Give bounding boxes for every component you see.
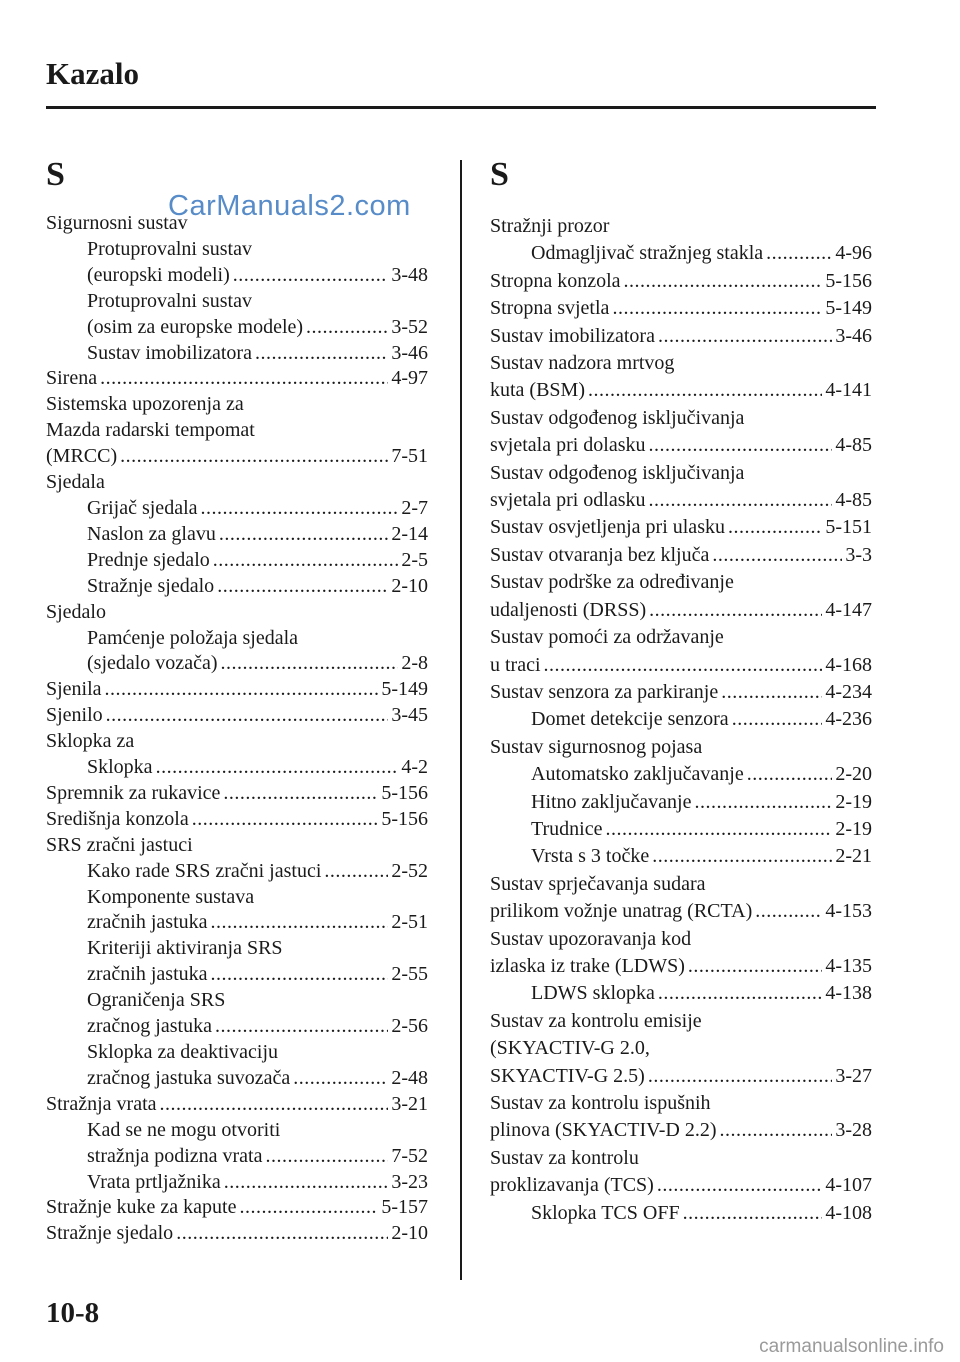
index-entry: [490, 350, 872, 377]
index-entry: [490, 734, 872, 761]
index-entry: [490, 843, 872, 870]
entry-page-ref: 4-108: [825, 1201, 872, 1224]
index-entry: [490, 652, 872, 679]
entry-page-ref: 4-153: [825, 900, 872, 923]
dot-leader: [766, 240, 832, 267]
entry-page-ref: 2-14: [391, 522, 428, 545]
entry-label: Spremnik za rukavice: [46, 781, 221, 804]
entry-page-ref: 7-51: [391, 445, 428, 468]
dot-leader: [120, 444, 388, 470]
entry-page-ref: 5-156: [825, 269, 872, 292]
index-entry: [490, 953, 872, 980]
dot-leader: [612, 295, 822, 322]
dot-leader: [624, 268, 823, 295]
index-entry: [46, 1040, 428, 1066]
index-entry: [46, 755, 428, 781]
dot-leader: [106, 703, 389, 729]
dot-leader: [100, 366, 388, 392]
entry-label: Sjenila: [46, 678, 102, 701]
page-title: Kazalo: [46, 56, 139, 91]
entry-label: SRS zračni jastuci: [46, 833, 193, 856]
dot-leader: [324, 859, 388, 885]
dot-leader: [719, 1117, 832, 1144]
index-entry: [46, 936, 428, 962]
entry-label: Sustav nadzora mrtvog: [490, 352, 675, 375]
dot-leader: [657, 1172, 822, 1199]
entry-label: Domet detekcije senzora: [531, 708, 729, 731]
dot-leader: [544, 652, 823, 679]
index-entry: [46, 703, 428, 729]
entry-label: Naslon za glavu: [87, 522, 216, 545]
entry-label: zračnog jastuka suvozača: [87, 1066, 291, 1089]
column-divider: [460, 160, 462, 1280]
dot-leader: [658, 323, 832, 350]
entry-page-ref: 3-48: [391, 263, 428, 286]
entry-page-ref: 2-20: [835, 763, 872, 786]
dot-leader: [220, 651, 398, 677]
entry-label: Sustav za kontrolu ispušnih: [490, 1092, 711, 1114]
dot-leader: [695, 789, 833, 816]
entry-label: Sirena: [46, 367, 98, 390]
entry-label: SKYACTIV-G 2.5): [490, 1064, 645, 1087]
dot-leader: [732, 706, 823, 733]
dot-leader: [648, 1063, 833, 1090]
entry-page-ref: 3-52: [391, 315, 428, 338]
entry-label: Komponente sustava: [87, 885, 255, 908]
dot-leader: [747, 761, 833, 788]
index-entry: [46, 1092, 428, 1118]
index-entry: [490, 405, 872, 432]
index-entry: [490, 789, 872, 816]
dot-leader: [293, 1066, 388, 1092]
entry-label: Stražnja vrata: [46, 1092, 157, 1115]
dot-leader: [712, 542, 842, 569]
entry-page-ref: 2-19: [835, 817, 872, 840]
entry-label: svjetala pri dolasku: [490, 434, 646, 457]
index-entry: [490, 1090, 872, 1117]
dot-leader: [652, 843, 832, 870]
dot-leader: [156, 755, 399, 781]
entry-page-ref: 2-10: [391, 1222, 428, 1245]
entry-label: Sustav odgođenog isključivanja: [490, 406, 745, 429]
entry-page-ref: 2-55: [391, 963, 428, 986]
index-entry: [46, 1066, 428, 1092]
index-entry: [46, 496, 428, 522]
index-entry: [46, 211, 428, 237]
index-column-left: [46, 155, 428, 1247]
entry-label: Sustav upozoravanja kod: [490, 927, 692, 950]
dot-leader: [219, 522, 388, 548]
footer-watermark: carmanualsonline.info: [759, 1336, 944, 1357]
index-entry: [490, 1063, 872, 1090]
index-entry: [46, 1195, 428, 1221]
entry-label: Mazda radarski tempomat: [46, 419, 255, 442]
index-entry: [490, 542, 872, 569]
index-entry: [490, 679, 872, 706]
entry-page-ref: 4-236: [825, 708, 872, 731]
index-entry: [490, 1172, 872, 1199]
index-entry: [46, 651, 428, 677]
entry-label: zračnih jastuka: [87, 963, 208, 986]
entry-label: (SKYACTIV-G 2.0,: [490, 1037, 650, 1060]
index-entry: [490, 569, 872, 596]
index-entry: [490, 240, 872, 267]
entry-page-ref: 4-234: [825, 680, 872, 703]
entry-label: Sjedala: [46, 471, 105, 494]
entry-label: Kad se ne mogu otvoriti: [87, 1118, 281, 1141]
index-entry: [46, 1118, 428, 1144]
index-entry: [490, 624, 872, 651]
index-entry: [490, 460, 872, 487]
index-entry: [490, 377, 872, 404]
index-entry: [46, 341, 428, 367]
index-entry: [46, 1221, 428, 1247]
index-entry: [490, 980, 872, 1007]
entry-page-ref: 4-135: [825, 954, 872, 977]
entry-label: Sistemska upozorenja za: [46, 393, 244, 416]
index-entry: [46, 392, 428, 418]
entry-page-ref: 4-85: [835, 489, 872, 512]
dot-leader: [239, 1195, 378, 1221]
entry-label: Stražnje sjedalo: [46, 1222, 174, 1245]
dot-leader: [755, 898, 822, 925]
index-entry: [490, 597, 872, 624]
entry-page-ref: 4-138: [825, 982, 872, 1005]
index-entry: [46, 1170, 428, 1196]
entry-page-ref: 2-7: [401, 496, 428, 519]
dot-leader: [649, 597, 822, 624]
index-entry: [46, 574, 428, 600]
dot-leader: [105, 677, 379, 703]
entry-page-ref: 2-19: [835, 790, 872, 813]
entry-label: Vrata prtljažnika: [87, 1170, 221, 1193]
dot-leader: [223, 781, 378, 807]
index-entry: [46, 833, 428, 859]
index-entry: [46, 885, 428, 911]
entry-page-ref: 3-28: [835, 1119, 872, 1142]
entry-label: Sklopka za deaktivaciju: [87, 1041, 279, 1063]
index-entry: [490, 323, 872, 350]
dot-leader: [265, 1144, 388, 1170]
entry-label: (osim za europske modele): [87, 315, 304, 338]
entry-page-ref: 5-156: [381, 781, 428, 804]
entry-page-ref: 2-8: [401, 652, 428, 675]
dot-leader: [160, 1092, 389, 1118]
index-entry: [46, 548, 428, 574]
entry-label: (MRCC): [46, 445, 118, 468]
page-number: 10-8: [46, 1297, 100, 1329]
index-entry: [490, 1035, 872, 1062]
index-entry: [490, 761, 872, 788]
entry-page-ref: 3-23: [391, 1170, 428, 1193]
index-entry: [46, 910, 428, 936]
entry-page-ref: 3-46: [391, 341, 428, 364]
entry-page-ref: 2-52: [391, 859, 428, 882]
dot-leader: [176, 1221, 388, 1247]
index-entry: [46, 1014, 428, 1040]
index-entry: [46, 962, 428, 988]
dot-leader: [649, 432, 833, 459]
entry-label: kuta (BSM): [490, 379, 585, 402]
index-entries-left: [46, 211, 428, 1247]
entry-label: Sustav odgođenog isključivanja: [490, 461, 745, 484]
entry-page-ref: 4-96: [835, 242, 872, 265]
entry-label: Sklopka za: [46, 730, 135, 753]
entry-page-ref: 4-168: [825, 653, 872, 676]
entry-label: Hitno zaključavanje: [531, 790, 692, 813]
index-entry: [490, 1145, 872, 1172]
entry-page-ref: 3-27: [835, 1064, 872, 1087]
entry-label: Sigurnosni sustav: [46, 212, 188, 234]
entry-label: Sustav imobilizatora: [490, 324, 655, 347]
entry-label: LDWS sklopka: [531, 982, 655, 1005]
dot-leader: [233, 263, 389, 289]
dot-leader: [728, 514, 822, 541]
index-entry: [46, 366, 428, 392]
index-entry: [490, 432, 872, 459]
index-entry: [490, 487, 872, 514]
entry-page-ref: 5-157: [381, 1196, 428, 1219]
watermark-logo: CarManuals2.com: [168, 190, 411, 222]
entry-label: Sustav podrške za određivanje: [490, 571, 734, 594]
index-entry: [490, 295, 872, 322]
index-entry: [490, 898, 872, 925]
entry-label: Kako rade SRS zračni jastuci: [87, 859, 322, 882]
entry-page-ref: 2-51: [391, 911, 428, 934]
entry-page-ref: 4-85: [835, 434, 872, 457]
index-column-right: [490, 155, 872, 1227]
entry-label: Grijač sjedala: [87, 496, 198, 519]
entry-label: Stražnji prozor: [490, 215, 610, 237]
index-entry: [490, 1200, 872, 1227]
index-entry: [46, 781, 428, 807]
entry-page-ref: 2-21: [835, 845, 872, 868]
entry-page-ref: 4-147: [825, 598, 872, 621]
entry-page-ref: 2-56: [391, 1015, 428, 1038]
section-letter: S: [46, 156, 65, 193]
dot-leader: [215, 1014, 388, 1040]
index-entry: [490, 926, 872, 953]
dot-leader: [605, 816, 832, 843]
index-entry: [46, 807, 428, 833]
entry-label: Automatsko zaključavanje: [531, 763, 744, 786]
index-entry: [490, 1117, 872, 1144]
dot-leader: [649, 487, 833, 514]
dot-leader: [213, 548, 399, 574]
entry-page-ref: 2-10: [391, 574, 428, 597]
entry-page-ref: 7-52: [391, 1144, 428, 1167]
index-entry: [490, 213, 872, 240]
index-entry: [46, 444, 428, 470]
entry-page-ref: 2-48: [391, 1066, 428, 1089]
entry-label: Sustav za kontrolu emisije: [490, 1009, 702, 1032]
index-entry: [490, 816, 872, 843]
entry-label: Sustav osvjetljenja pri ulasku: [490, 516, 725, 539]
entry-label: (europski modeli): [87, 263, 230, 286]
entry-page-ref: 3-45: [391, 704, 428, 727]
dot-leader: [224, 1170, 389, 1196]
dot-leader: [211, 910, 389, 936]
index-entry: [46, 522, 428, 548]
entry-label: zračnog jastuka: [87, 1015, 212, 1038]
entry-page-ref: 3-21: [391, 1092, 428, 1115]
entry-label: zračnih jastuka: [87, 911, 208, 934]
entry-label: Trudnice: [531, 817, 603, 840]
index-entry: [490, 871, 872, 898]
entry-label: Stropna konzola: [490, 269, 621, 292]
dot-leader: [658, 980, 822, 1007]
entry-label: Središnja konzola: [46, 807, 189, 830]
entry-label: Sustav senzora za parkiranje: [490, 680, 719, 703]
dot-leader: [688, 953, 822, 980]
dot-leader: [721, 679, 822, 706]
entry-label: (sjedalo vozača): [87, 652, 218, 675]
entry-label: Protuprovalni sustav: [87, 237, 252, 260]
dot-leader: [588, 377, 822, 404]
dot-leader: [192, 807, 379, 833]
entry-label: Sustav imobilizatora: [87, 341, 252, 364]
entry-label: Stražnje sjedalo: [87, 574, 215, 597]
entry-label: prilikom vožnje unatrag (RCTA): [490, 900, 753, 923]
entry-label: u traci: [490, 653, 541, 676]
index-entry: [46, 263, 428, 289]
index-entry: [46, 729, 428, 755]
entry-label: Sustav sigurnosnog pojasa: [490, 735, 703, 758]
index-entry: [490, 268, 872, 295]
index-entry: [46, 470, 428, 496]
index-entry: [46, 626, 428, 652]
entry-label: Sklopka: [87, 756, 153, 779]
index-entries-right: [490, 213, 872, 1227]
entry-label: Odmagljivač stražnjeg stakla: [531, 242, 764, 265]
entry-label: Stropna svjetla: [490, 297, 610, 320]
dot-leader: [201, 496, 399, 522]
entry-label: Pamćenje položaja sjedala: [87, 626, 299, 649]
index-entry: [490, 514, 872, 541]
index-entry: [46, 600, 428, 626]
entry-label: plinova (SKYACTIV-D 2.2): [490, 1119, 717, 1142]
entry-label: Sustav pomoći za održavanje: [490, 626, 724, 649]
entry-page-ref: 4-107: [825, 1174, 872, 1197]
entry-label: Protuprovalni sustav: [87, 289, 252, 312]
entry-label: Kriteriji aktiviranja SRS: [87, 937, 283, 960]
header-rule: [46, 106, 876, 109]
entry-page-ref: 5-149: [825, 297, 872, 320]
entry-page-ref: 3-46: [835, 324, 872, 347]
entry-label: Sustav otvaranja bez ključa: [490, 543, 710, 566]
entry-page-ref: 4-2: [401, 756, 428, 779]
entry-page-ref: 2-5: [401, 548, 428, 571]
index-entry: [46, 988, 428, 1014]
entry-label: Prednje sjedalo: [87, 548, 210, 571]
entry-label: Ograničenja SRS: [87, 989, 226, 1012]
index-entry: [46, 418, 428, 444]
entry-page-ref: 3-3: [845, 543, 872, 566]
index-entry: [46, 289, 428, 315]
dot-leader: [683, 1200, 823, 1227]
index-entry: [46, 677, 428, 703]
entry-page-ref: 5-156: [381, 807, 428, 830]
entry-label: izlaska iz trake (LDWS): [490, 954, 685, 977]
index-entry: [46, 859, 428, 885]
section-letter: S: [490, 156, 509, 193]
dot-leader: [255, 341, 388, 367]
index-entry: [46, 237, 428, 263]
entry-page-ref: 5-151: [825, 516, 872, 539]
index-entry: [490, 1008, 872, 1035]
entry-label: Sustav sprječavanja sudara: [490, 872, 706, 895]
index-entry: [46, 315, 428, 341]
entry-page-ref: 4-141: [825, 379, 872, 402]
entry-label: Sklopka TCS OFF: [531, 1201, 680, 1224]
entry-label: Stražnje kuke za kapute: [46, 1196, 237, 1219]
entry-label: udaljenosti (DRSS): [490, 598, 647, 621]
dot-leader: [217, 574, 388, 600]
entry-label: Vrsta s 3 točke: [531, 845, 650, 868]
dot-leader: [306, 315, 388, 341]
entry-label: proklizavanja (TCS): [490, 1174, 654, 1197]
index-entry: [490, 706, 872, 733]
entry-page-ref: 5-149: [381, 678, 428, 701]
entry-label: Sjenilo: [46, 704, 103, 727]
dot-leader: [211, 962, 389, 988]
entry-label: stražnja podizna vrata: [87, 1144, 263, 1167]
entry-label: svjetala pri odlasku: [490, 489, 646, 512]
entry-label: Sjedalo: [46, 600, 106, 623]
entry-page-ref: 4-97: [391, 367, 428, 390]
entry-label: Sustav za kontrolu: [490, 1146, 639, 1169]
index-entry: [46, 1144, 428, 1170]
